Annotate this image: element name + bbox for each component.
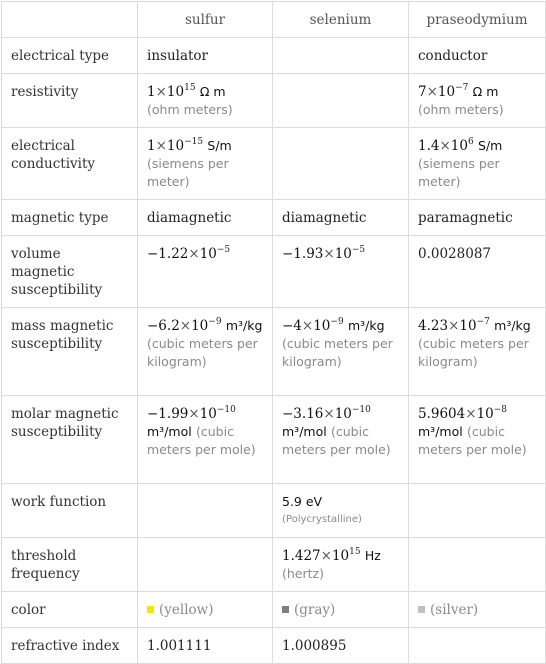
column-header-praseodymium: praseodymium: [409, 2, 546, 38]
value-unit: m³/kg: [494, 318, 531, 333]
unit-name: (cubic meters per mole): [282, 424, 391, 457]
value-base: 10: [166, 138, 185, 154]
value-unit: m³/mol: [418, 424, 463, 439]
cell-praseodymium: [409, 128, 546, 200]
value-mantissa: −6.2: [147, 318, 180, 334]
times-sign: ×: [323, 406, 335, 422]
times-sign: ×: [188, 246, 200, 262]
cell-praseodymium: [409, 74, 546, 128]
cell-praseodymium: paramagnetic: [409, 200, 546, 236]
table-row-electrical-type: [2, 38, 546, 74]
value-mantissa: −1.99: [147, 406, 189, 422]
times-sign: ×: [155, 138, 167, 154]
cell-praseodymium: [409, 628, 546, 664]
unit-name: (cubic meters per kilogram): [282, 336, 393, 369]
value-unit: m³/mol: [282, 424, 327, 439]
cell-selenium: 1.000895: [273, 628, 409, 664]
times-sign: ×: [188, 406, 200, 422]
value-exponent: −5: [351, 245, 366, 255]
value-mantissa: 5.9604: [418, 406, 466, 422]
value-mantissa: −1.93: [282, 246, 324, 262]
cell-selenium: [273, 74, 409, 128]
cell-selenium: [273, 484, 409, 538]
color-name: (silver): [430, 602, 479, 618]
cell-praseodymium: [409, 538, 546, 592]
cell-sulfur: 1.001111: [138, 628, 273, 664]
cell-sulfur: [138, 236, 273, 308]
row-label: electrical type: [2, 38, 138, 74]
times-sign: ×: [301, 318, 314, 334]
value-base: 10: [313, 318, 331, 334]
value-mantissa: 7: [418, 84, 427, 100]
cell-selenium: [273, 308, 409, 396]
value-mantissa: 4.23: [418, 318, 449, 334]
corner-cell: [2, 2, 138, 38]
value-exponent: −7: [455, 83, 469, 93]
row-label: resistivity: [2, 74, 138, 128]
cell-praseodymium: [409, 592, 546, 628]
value-mantissa: −3.16: [282, 406, 324, 422]
value-base: 10: [166, 84, 185, 100]
cell-sulfur: [138, 538, 273, 592]
value-unit: m³/mol: [147, 424, 192, 439]
value-unit: Ω m: [472, 84, 499, 99]
value-exponent: −5: [216, 245, 231, 255]
times-sign: ×: [320, 548, 332, 564]
value-unit: Hz: [364, 548, 381, 563]
value-unit: m³/kg: [225, 318, 263, 333]
times-sign: ×: [323, 246, 335, 262]
color-swatch-yellow: [147, 606, 154, 613]
work-function-value: 5.9 eV: [282, 494, 323, 509]
value-base: 10: [334, 246, 352, 262]
cell-praseodymium: [409, 484, 546, 538]
color-name: (gray): [294, 602, 336, 618]
cell-praseodymium: 0.0028087: [409, 236, 546, 308]
value-exponent: −15: [184, 137, 204, 147]
value-mantissa: −4: [282, 318, 302, 334]
unit-name: (siemens per meter): [147, 156, 229, 189]
value-exponent: −10: [216, 405, 236, 415]
unit-name: (hertz): [282, 566, 324, 581]
value-base: 10: [476, 406, 494, 422]
cell-sulfur: [138, 484, 273, 538]
value-mantissa: 1.427: [282, 548, 321, 564]
unit-name: (ohm meters): [147, 102, 233, 117]
row-label: magnetic type: [2, 200, 138, 236]
value-mantissa: 1: [147, 138, 156, 154]
value-exponent: −7: [476, 317, 490, 327]
value-exponent: −8: [493, 405, 508, 415]
header-row: [2, 2, 546, 38]
row-label: work function: [2, 484, 138, 538]
times-sign: ×: [155, 84, 167, 100]
cell-selenium: [273, 396, 409, 484]
value-exponent: −9: [208, 317, 222, 327]
value-exponent: 6: [467, 137, 474, 147]
table-row-refractive-index: [2, 628, 546, 664]
value-base: 10: [199, 406, 217, 422]
table-row-mass-susceptibility: [2, 308, 546, 396]
value-base: 10: [450, 138, 468, 154]
row-label: mass magnetic susceptibility: [2, 308, 138, 396]
cell-sulfur: [138, 592, 273, 628]
unit-name: (cubic meters per mole): [418, 424, 527, 457]
value-base: 10: [199, 246, 217, 262]
properties-table: [1, 1, 546, 664]
table-row-electrical-conductivity: [2, 128, 546, 200]
table-row-color: [2, 592, 546, 628]
cell-selenium: [273, 592, 409, 628]
table-row-molar-susceptibility: [2, 396, 546, 484]
cell-praseodymium: [409, 308, 546, 396]
cell-sulfur: [138, 308, 273, 396]
cell-sulfur: diamagnetic: [138, 200, 273, 236]
row-label: electrical conductivity: [2, 128, 138, 200]
table-row-work-function: [2, 484, 546, 538]
value-exponent: −9: [330, 317, 344, 327]
unit-name: (cubic meters per kilogram): [147, 336, 258, 369]
cell-selenium: diamagnetic: [273, 200, 409, 236]
times-sign: ×: [426, 84, 438, 100]
color-swatch-gray: [282, 606, 289, 613]
column-header-sulfur: sulfur: [138, 2, 273, 38]
value-mantissa: −1.22: [147, 246, 189, 262]
value-exponent: 15: [349, 547, 361, 557]
cell-selenium: [273, 128, 409, 200]
value-exponent: 15: [184, 83, 196, 93]
value-base: 10: [459, 318, 477, 334]
unit-name: (cubic meters per mole): [147, 424, 256, 457]
cell-sulfur: [138, 396, 273, 484]
row-label: refractive index: [2, 628, 138, 664]
times-sign: ×: [179, 318, 192, 334]
value-unit: Ω m: [199, 84, 226, 99]
row-label: molar magnetic susceptibility: [2, 396, 138, 484]
table-row-threshold-frequency: [2, 538, 546, 592]
row-label: volume magnetic susceptibility: [2, 236, 138, 308]
column-header-selenium: selenium: [273, 2, 409, 38]
times-sign: ×: [439, 138, 451, 154]
cell-selenium: [273, 236, 409, 308]
table-row-resistivity: [2, 74, 546, 128]
cell-selenium: [273, 538, 409, 592]
unit-name: (siemens per meter): [418, 156, 500, 189]
times-sign: ×: [448, 318, 460, 334]
cell-sulfur: [138, 74, 273, 128]
value-unit: m³/kg: [347, 318, 385, 333]
value-unit: S/m: [207, 138, 232, 153]
value-mantissa: 1: [147, 84, 156, 100]
value-base: 10: [331, 548, 350, 564]
value-base: 10: [191, 318, 209, 334]
work-function-note: (Polycrystalline): [282, 514, 362, 525]
value-unit: S/m: [478, 138, 503, 153]
unit-name: (ohm meters): [418, 102, 504, 117]
cell-praseodymium: [409, 396, 546, 484]
value-base: 10: [437, 84, 456, 100]
table-row-magnetic-type: [2, 200, 546, 236]
cell-selenium: [273, 38, 409, 74]
row-label: threshold frequency: [2, 538, 138, 592]
table-row-volume-susceptibility: [2, 236, 546, 308]
times-sign: ×: [465, 406, 477, 422]
color-name: (yellow): [159, 602, 214, 618]
value-exponent: −10: [351, 405, 371, 415]
value-base: 10: [334, 406, 352, 422]
cell-praseodymium: conductor: [409, 38, 546, 74]
value-mantissa: 1.4: [418, 138, 440, 154]
cell-sulfur: insulator: [138, 38, 273, 74]
row-label: color: [2, 592, 138, 628]
cell-sulfur: [138, 128, 273, 200]
unit-name: (cubic meters per kilogram): [418, 336, 529, 369]
color-swatch-silver: [418, 606, 425, 613]
